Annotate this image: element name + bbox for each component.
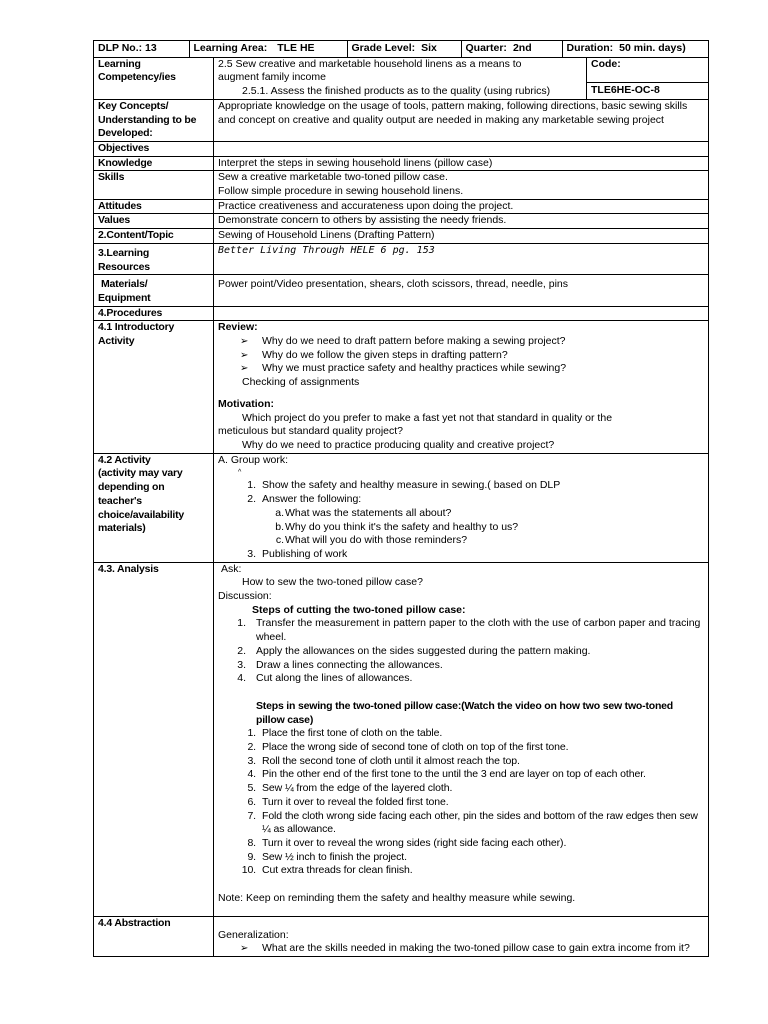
activity-row (94, 453, 709, 562)
list-item: 6. Turn it over to reveal the folded first tone. (247, 795, 449, 808)
discussion-label: Discussion: (218, 590, 272, 603)
abstraction-row (94, 916, 709, 956)
procedures-label: 4.Procedures (94, 306, 214, 321)
checking-text: Checking of assignments (242, 376, 360, 389)
competency-label: Learning Competency/ies (94, 57, 214, 99)
list-item: 3. Roll the second tone of cloth until it almost reach the top. (247, 754, 520, 767)
list-item: 4. Pin the other end of the first tone to the until the 3 end are layer on top of each other. (247, 768, 646, 781)
generalization-label: Generalization: (218, 928, 289, 941)
list-item: 1. Place the first tone of cloth on the table. (247, 727, 443, 740)
intro-row (94, 321, 709, 453)
cut-steps-title: Steps of cutting the two-toned pillow case: (252, 603, 466, 616)
materials-row (94, 275, 709, 306)
analysis-label: 4.3. Analysis (94, 562, 214, 916)
list-item: 8. Turn it over to reveal the wrong sides (right side facing each other). (247, 836, 567, 849)
knowledge-text: Interpret the steps in sewing household linens (pillow case) (214, 156, 709, 171)
review-title: Review: (218, 321, 258, 334)
activity-content (214, 453, 709, 562)
quarter: Quarter: 2nd (461, 41, 562, 57)
review-list (218, 335, 704, 376)
resources-label: 3.Learning Resources (94, 243, 214, 274)
skills-row (94, 171, 709, 199)
list-item: ➢ Why we must practice safety and healthy practices while sewing? (240, 362, 567, 375)
procedures-row (94, 306, 709, 321)
arrow-bullet-icon: ➢ (240, 349, 249, 361)
list-item: 1. Show the safety and healthy measure in sewing.( based on DLP (247, 479, 561, 492)
list-item: 7. Fold the cloth wrong side facing each other, pin the sides and bottom of the raw edges then sew ¼ as allowance. (247, 809, 698, 836)
list-item: b. Why do you think it's the safety and healthy to us? (275, 520, 519, 533)
analysis-content (214, 562, 709, 916)
content-label: 2.Content/Topic (94, 229, 214, 244)
analysis-row (94, 562, 709, 916)
knowledge-label: Knowledge (94, 156, 214, 171)
learning-area: Learning Area: TLE HE (189, 41, 347, 57)
abstraction-content (214, 916, 709, 956)
knowledge-row (94, 156, 709, 171)
group-work-title: A. Group work: (218, 453, 289, 466)
ask-question: How to sew the two-toned pillow case? (242, 576, 423, 589)
abstraction-label: 4.4 Abstraction (94, 916, 214, 956)
materials-label: Materials/ Equipment (94, 275, 214, 306)
lesson-plan-table (93, 40, 709, 957)
list-item: 4. Cut along the lines of allowances. (237, 672, 413, 685)
intro-label: 4.1 Introductory Activity (94, 321, 214, 453)
list-item: 3. Publishing of work (247, 547, 348, 560)
skills-text: Sew a creative marketable two-toned pillow case. Follow simple procedure in sewing household linens. (214, 171, 709, 199)
resources-row (94, 243, 709, 274)
values-text: Demonstrate concern to others by assisting the needy friends. (214, 214, 709, 229)
header-row (94, 41, 709, 58)
list-item: 2. Apply the allowances on the sides suggested during the pattern making. (237, 644, 591, 657)
list-item: 5. Sew ¼ from the edge of the layered cloth. (247, 782, 453, 795)
motivation-title: Motivation: (218, 397, 274, 410)
key-concepts-label: Key Concepts/ Understanding to be Developed: (94, 99, 214, 141)
content-row (94, 229, 709, 244)
resources-text: Better Living Through HELE 6 pg. 153 (214, 243, 709, 274)
arrow-bullet-icon: ➢ (240, 363, 249, 375)
arrow-bullet-icon: ➢ (240, 943, 249, 955)
key-concepts-text: Appropriate knowledge on the usage of tools, pattern making, following directions, basic sewing skills and concept on creative and quality output are needed in making any marketable sewing project (214, 99, 709, 141)
skills-label: Skills (94, 171, 214, 199)
activity-label: 4.2 Activity (activity may vary depending on teacher's choice/availability materials) (94, 453, 214, 562)
values-label: Values (94, 214, 214, 229)
attitudes-row (94, 199, 709, 214)
generalization-list (218, 942, 704, 956)
sew-steps-list (218, 727, 704, 878)
grade-level: Grade Level: Six (347, 41, 461, 57)
list-item: ➢ What are the skills needed in making the two-toned pillow case to gain extra income from it? (240, 942, 690, 955)
intro-content (214, 321, 709, 453)
competency-text: 2.5 Sew creative and marketable household linens as a means to augment family income 2.5.1. Assess the finished products as to the quality (using rubrics) (214, 57, 587, 99)
attitudes-label: Attitudes (94, 199, 214, 214)
code-label: Code: (587, 57, 709, 82)
materials-text: Power point/Video presentation, shears, cloth scissors, thread, needle, pins (214, 275, 709, 306)
caret-mark: ^ (238, 469, 242, 477)
ask-label: Ask: (221, 562, 242, 575)
content-text: Sewing of Household Linens (Drafting Pattern) (214, 229, 709, 244)
dlp-number: DLP No.: 13 (94, 41, 189, 57)
sew-steps-title: Steps in sewing the two-toned pillow case:(Watch the video on how two sew two-toned pillow case) (256, 699, 674, 726)
list-item: 10. Cut extra threads for clean finish. (241, 864, 413, 877)
code-value: TLE6HE-OC-8 (587, 82, 709, 99)
list-item: ➢ Why do we need to draft pattern before making a sewing project? (240, 335, 566, 348)
list-item: 2. Answer the following: a. What was the statements all about? b. Why do you think it's the safety and healthy to us? c. What will you do with those reminders? (218, 493, 704, 548)
motivation-line: Why do we need to practice producing quality and creative project? (242, 438, 555, 451)
motivation-line: meticulous but standard quality project? (218, 425, 404, 438)
list-item: 9. Sew ½ inch to finish the project. (247, 850, 407, 863)
list-item: a. What was the statements all about? (275, 506, 452, 519)
lesson-plan-document (93, 40, 708, 957)
list-item: c. What will you do with those reminders? (275, 534, 468, 547)
sub-list (218, 507, 704, 548)
activity-list (218, 479, 704, 561)
objectives-row (94, 141, 709, 156)
key-concepts-row (94, 99, 709, 141)
cut-steps-list (218, 617, 704, 686)
arrow-bullet-icon: ➢ (240, 336, 249, 348)
competency-row (94, 57, 709, 82)
duration: Duration: 50 min. days) (566, 42, 686, 54)
list-item: 2. Place the wrong side of second tone of cloth on top of the first tone. (247, 741, 569, 754)
list-item: 3. Draw a lines connecting the allowances. (237, 658, 443, 671)
motivation-line: Which project do you prefer to make a fast yet not that standard in quality or the (242, 411, 613, 424)
note-text: Note: Keep on reminding them the safety and healthy measure while sewing. (218, 892, 576, 905)
attitudes-text: Practice creativeness and accurateness upon doing the project. (214, 199, 709, 214)
values-row (94, 214, 709, 229)
objectives-label: Objectives (94, 141, 214, 156)
list-item: ➢ Why do we follow the given steps in drafting pattern? (240, 348, 508, 361)
list-item: 1. Transfer the measurement in pattern paper to the cloth with the use of carbon paper and tracing wheel. (237, 617, 701, 644)
